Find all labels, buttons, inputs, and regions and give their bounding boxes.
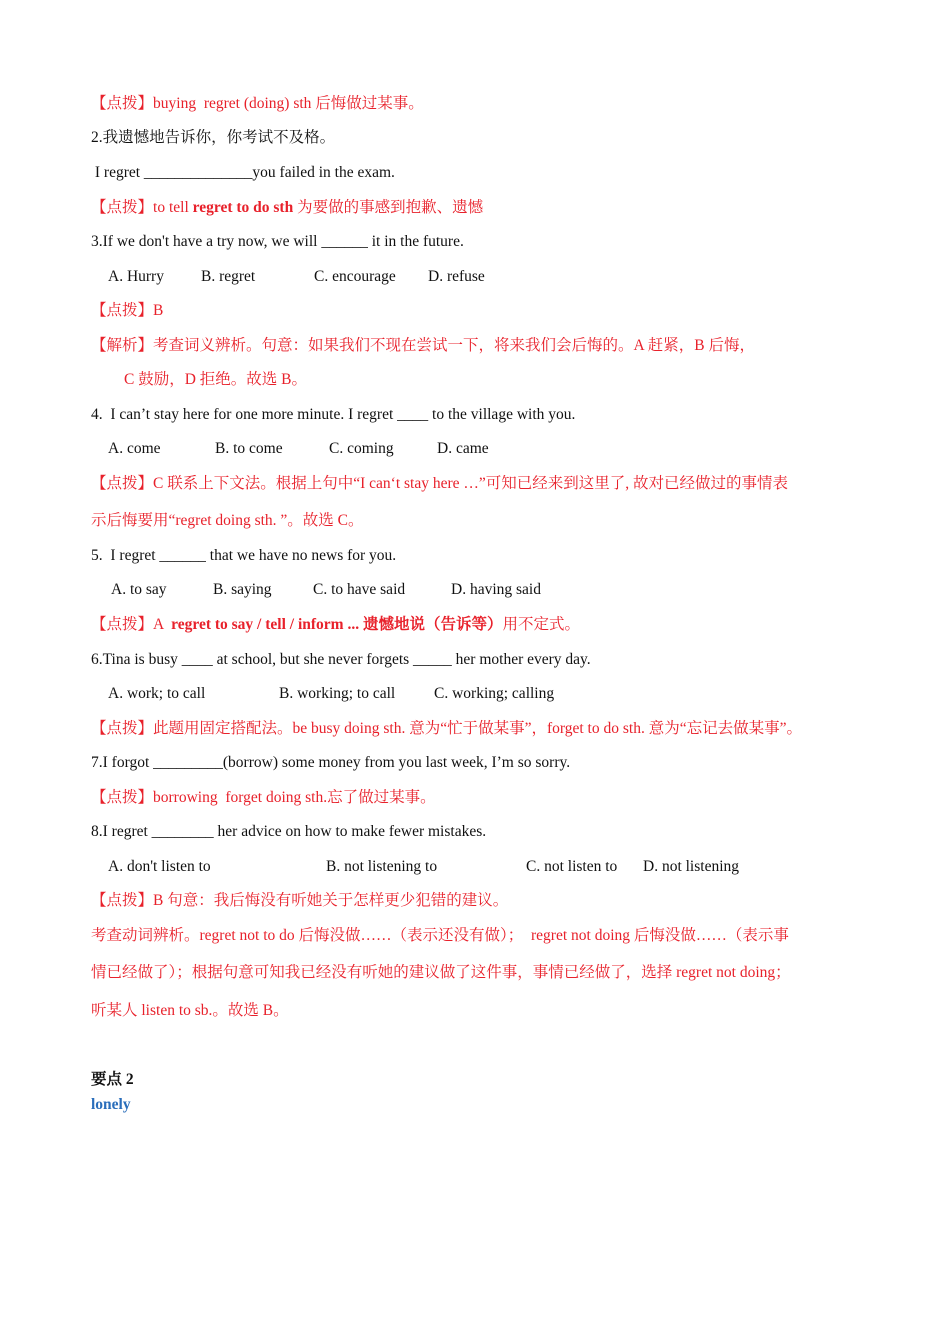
q1-hint xyxy=(91,94,424,114)
hint-text: 此题用固定搭配法。be busy doing sth. 意为“忙于做某事”，forget to do sth. 意为“忘记去做某事”。 xyxy=(153,720,802,737)
q5-option-d: D. having said xyxy=(451,581,541,598)
section-keyword: lonely xyxy=(91,1096,131,1113)
q6-option-c: C. working; calling xyxy=(434,685,555,702)
q8-analysis-line1: 考查动词辨析。regret not to do 后悔没做……（表示还没有做）； regret not doing 后悔没做……（表示事 xyxy=(91,927,789,944)
analysis-line1: 考查词义辨析。句意：如果我们不现在尝试一下，将来我们会后悔的。A 赶紧，B 后悔， xyxy=(153,337,755,354)
hint-tag: 【点拨】 xyxy=(91,302,154,319)
hint-tag: 【点拨】 xyxy=(91,720,154,737)
hint-tag: 【点拨】 xyxy=(91,616,154,633)
hint-rest: 为要做的事感到抱歉、遗憾 xyxy=(293,199,484,216)
hint-text: buying regret (doing) sth 后悔做过某事。 xyxy=(153,95,424,112)
hint-rest: 用不定式。 xyxy=(502,616,580,633)
q5-option-c: C. to have said xyxy=(313,581,406,598)
q3-option-c: C. encourage xyxy=(314,268,396,285)
hint-tag: 【点拨】 xyxy=(91,199,154,216)
hint-tag: 【点拨】 xyxy=(91,95,154,112)
q3-option-a: A. Hurry xyxy=(108,268,164,285)
q6-hint xyxy=(91,719,802,739)
q5-option-a: A. to say xyxy=(111,581,167,598)
hint-text: borrowing forget doing sth.忘了做过某事。 xyxy=(153,789,436,806)
q4-option-a: A. come xyxy=(108,440,161,457)
hint-bold: regret to say / tell / inform ... 遗憾地说（告诉等） xyxy=(171,616,503,633)
hint-tag: 【点拨】 xyxy=(91,892,154,909)
q4-option-b: B. to come xyxy=(215,440,283,457)
q8-option-a: A. don't listen to xyxy=(108,858,211,875)
q4-hint-line2: 示后悔要用“regret doing sth. ”。故选 C。 xyxy=(91,512,364,529)
q4-option-c: C. coming xyxy=(329,440,394,457)
q8-hint xyxy=(91,891,508,911)
q3-analysis-line2: C 鼓励，D 拒绝。故选 B。 xyxy=(124,371,307,388)
q8-stem: 8.I regret ________ her advice on how to make fewer mistakes. xyxy=(91,823,487,840)
q6-option-b: B. working; to call xyxy=(279,685,396,702)
q7-hint xyxy=(91,788,436,808)
hint-text: A xyxy=(153,616,172,633)
q6-stem: 6.Tina is busy ____ at school, but she never forgets _____ her mother every day. xyxy=(91,651,591,668)
q8-option-d: D. not listening xyxy=(643,858,740,875)
q2-hint xyxy=(91,198,483,218)
q8-option-b: B. not listening to xyxy=(326,858,438,875)
q3-analysis xyxy=(91,336,755,356)
q8-analysis-line3: 听某人 listen to sb.。故选 B。 xyxy=(91,1002,289,1019)
q5-option-b: B. saying xyxy=(213,581,272,598)
hint-text: B xyxy=(153,302,164,319)
analysis-tag: 【解析】 xyxy=(91,337,154,354)
hint-tag: 【点拨】 xyxy=(91,475,154,492)
hint-line1: C 联系上下文法。根据上句中“I can‘t stay here …”可知已经来到这里了, 故对已经做过的事情表 xyxy=(153,475,789,492)
hint-bold: regret to do sth xyxy=(192,199,294,216)
hint-text: to tell xyxy=(153,199,193,216)
q4-option-d: D. came xyxy=(437,440,489,457)
q3-hint xyxy=(91,301,163,321)
q8-analysis-line2: 情已经做了）；根据句意可知我已经没有听她的建议做了这件事，事情已经做了，选择 regret not doing； xyxy=(91,964,791,981)
q5-hint xyxy=(91,615,580,635)
q3-option-d: D. refuse xyxy=(428,268,485,285)
q6-option-a: A. work; to call xyxy=(108,685,206,702)
hint-tag: 【点拨】 xyxy=(91,789,154,806)
q2-stem: 2.我遗憾地告诉你，你考试不及格。 xyxy=(91,129,336,146)
hint-text: B 句意：我后悔没有听她关于怎样更少犯错的建议。 xyxy=(153,892,509,909)
q4-hint xyxy=(91,474,788,494)
q5-stem: 5. I regret ______ that we have no news for you. xyxy=(91,547,397,564)
section-title: 要点 2 xyxy=(91,1071,134,1088)
q7-stem: 7.I forgot _________(borrow) some money from you last week, I’m so sorry. xyxy=(91,754,571,771)
q8-option-c: C. not listen to xyxy=(526,858,618,875)
q2-sentence: I regret ______________you failed in the exam. xyxy=(91,164,395,181)
q4-stem: 4. I can’t stay here for one more minute. I regret ____ to the village with you. xyxy=(91,406,576,423)
q3-option-b: B. regret xyxy=(201,268,256,285)
q3-stem: 3.If we don't have a try now, we will ______ it in the future. xyxy=(91,233,464,250)
